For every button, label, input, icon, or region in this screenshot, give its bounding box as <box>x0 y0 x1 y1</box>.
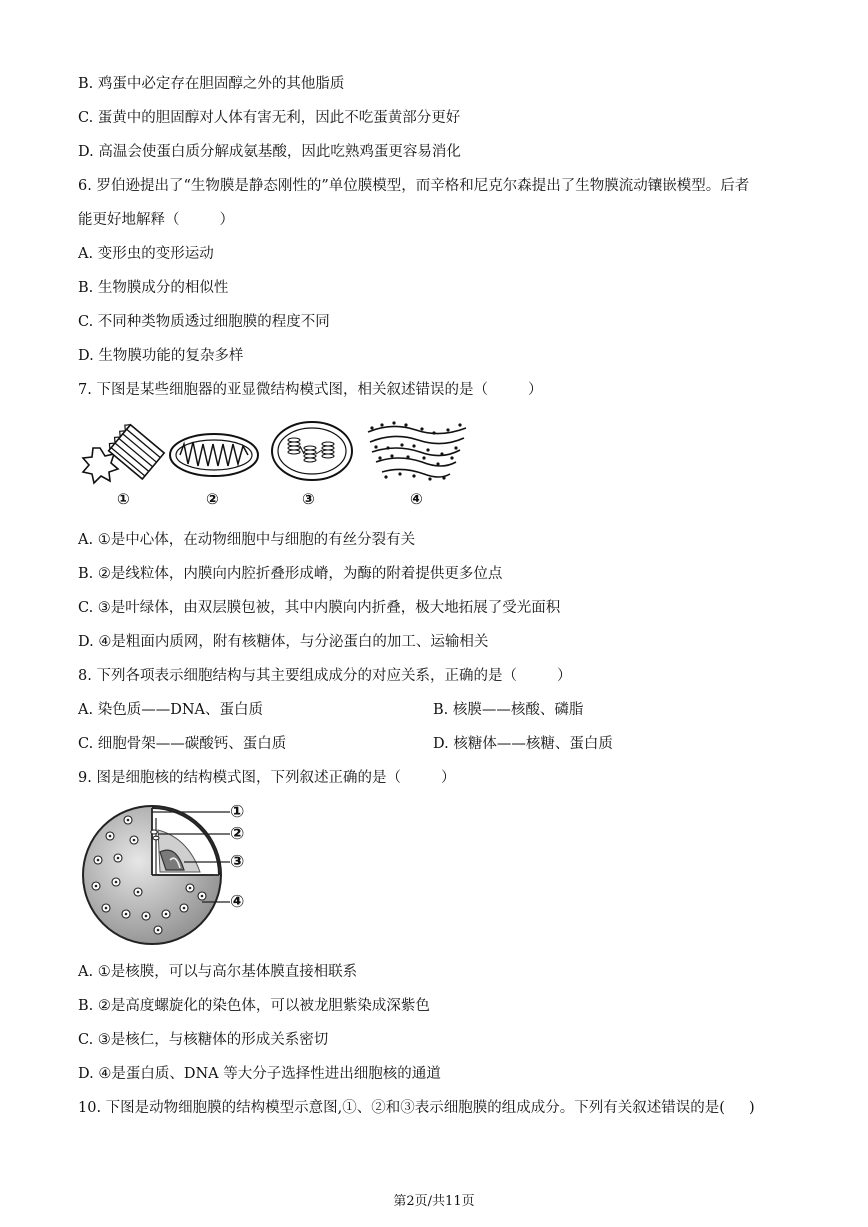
q8-stem-text: 8. 下列各项表示细胞结构与其主要组成成分的对应关系，正确的是（ <box>78 668 517 684</box>
q7-figure-label-3: ③ <box>302 490 315 508</box>
chloroplast-figure <box>270 420 354 482</box>
q9-option-c: C. ③是核仁，与核糖体的形成关系密切 <box>78 1032 329 1048</box>
q7-stem-text: 7. 下图是某些细胞器的亚显微结构模式图，相关叙述错误的是（ <box>78 382 488 398</box>
q10-stem-close: ) <box>748 1100 755 1116</box>
q7-option-c: C. ③是叶绿体，由双层膜包被，其中内膜向内折叠，极大地拓展了受光面积 <box>78 600 561 616</box>
q9-option-b: B. ②是高度螺旋化的染色体，可以被龙胆紫染成深紫色 <box>78 998 430 1014</box>
q7-option-b: B. ②是线粒体，内膜向内腔折叠形成嵴，为酶的附着提供更多位点 <box>78 566 503 582</box>
q9-option-a: A. ①是核膜，可以与高尔基体膜直接相联系 <box>78 964 358 980</box>
q7-option-a: A. ①是中心体，在动物细胞中与细胞的有丝分裂有关 <box>78 532 416 548</box>
q7-option-d: D. ④是粗面内质网，附有核糖体，与分泌蛋白的加工、运输相关 <box>78 634 489 650</box>
q6-stem-text: 能更好地解释（ <box>78 212 180 228</box>
q8-stem <box>78 666 571 686</box>
q5-option-c: C. 蛋黄中的胆固醇对人体有害无利，因此不吃蛋黄部分更好 <box>78 110 461 126</box>
q6-option-b: B. 生物膜成分的相似性 <box>78 280 229 296</box>
centrosome-figure <box>80 420 170 488</box>
q9-option-d: D. ④是蛋白质、DNA 等大分子选择性进出细胞核的通道 <box>78 1066 441 1082</box>
q6-stem-line1: 6. 罗伯逊提出了“生物膜是静态刚性的”单位膜模型，而辛格和尼克尔森提出了生物膜流动镶嵌模型。后者 <box>78 178 750 194</box>
q6-option-c: C. 不同种类物质透过细胞膜的程度不同 <box>78 314 330 330</box>
q7-figure-label-2: ② <box>206 490 219 508</box>
q9-figure-label-2: ② <box>230 824 245 844</box>
q9-figure-label-1: ① <box>230 802 245 822</box>
q6-option-d: D. 生物膜功能的复杂多样 <box>78 348 244 364</box>
mitochondrion-figure <box>168 432 260 478</box>
q8-option-d: D. 核糖体——核糖、蛋白质 <box>433 736 613 752</box>
q9-stem <box>78 768 455 788</box>
q5-option-b: B. 鸡蛋中必定存在胆固醇之外的其他脂质 <box>78 76 345 92</box>
q8-option-a: A. 染色质——DNA、蛋白质 <box>78 702 263 718</box>
q6-stem-close: ） <box>219 212 234 228</box>
q7-figure-label-4: ④ <box>410 490 423 508</box>
q7-figure-label-1: ① <box>117 490 130 508</box>
q8-option-b: B. 核膜——核酸、磷脂 <box>433 702 584 718</box>
rough-er-figure <box>362 418 472 486</box>
q10-stem <box>78 1098 755 1118</box>
q9-figure-label-4: ④ <box>230 892 245 912</box>
q8-stem-close: ） <box>556 668 572 684</box>
q9-stem-text: 9. 图是细胞核的结构模式图，下列叙述正确的是（ <box>78 770 401 786</box>
q9-stem-close: ） <box>440 770 456 786</box>
q6-stem-line2 <box>78 210 234 230</box>
page-footer: 第2页/共11页 <box>393 1194 475 1209</box>
q7-stem <box>78 380 542 400</box>
q6-option-a: A. 变形虫的变形运动 <box>78 246 214 262</box>
q10-stem-text: 10. 下图是动物细胞膜的结构模型示意图,①、②和③表示细胞膜的组成成分。下列有关叙述错误的是( <box>78 1100 725 1116</box>
q9-figure-label-3: ③ <box>230 852 245 872</box>
q8-option-c: C. 细胞骨架——碳酸钙、蛋白质 <box>78 736 287 752</box>
q7-stem-close: ） <box>527 382 543 398</box>
q5-option-d: D. 高温会使蛋白质分解成氨基酸，因此吃熟鸡蛋更容易消化 <box>78 144 461 160</box>
